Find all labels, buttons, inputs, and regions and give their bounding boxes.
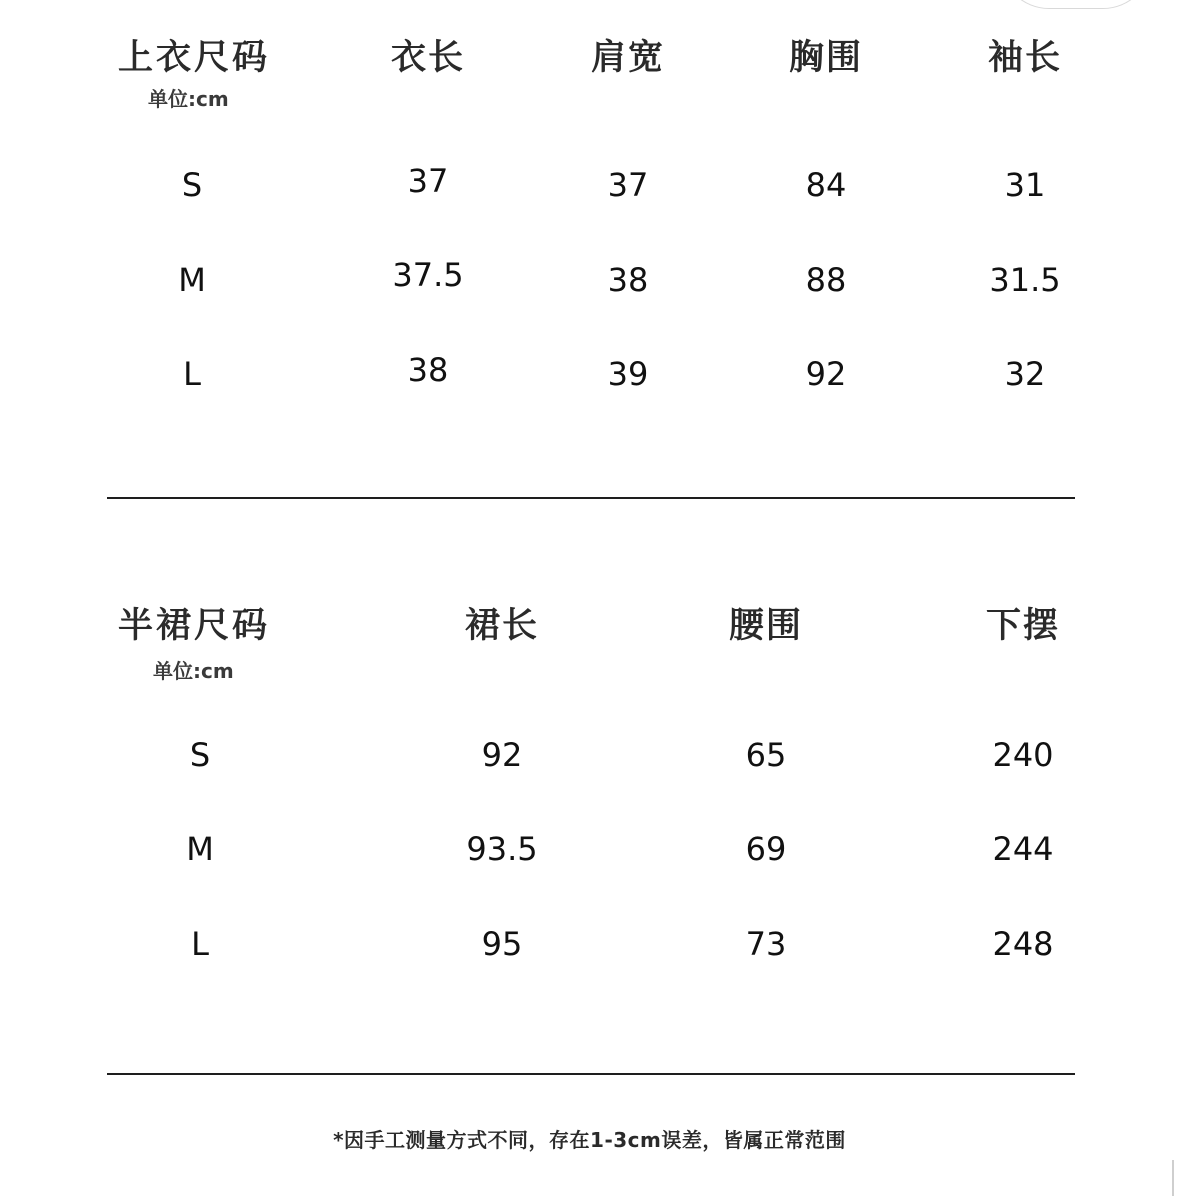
top-cell: 37 (607, 166, 649, 204)
top-cell: 31.5 (989, 261, 1061, 299)
skirt-cell: 69 (745, 830, 787, 868)
skirt-cell: 240 (992, 736, 1054, 774)
top-cell: 32 (1004, 355, 1046, 393)
top-col-header: 衣长 (390, 38, 466, 78)
skirt-table-unit: 单位:cm (153, 659, 234, 683)
skirt-col-header: 腰围 (728, 606, 804, 646)
top-row-size: M (178, 261, 206, 299)
skirt-cell: 248 (992, 925, 1054, 963)
top-row-size: L (183, 355, 201, 393)
skirt-cell: 65 (745, 736, 787, 774)
top-cell: 39 (607, 355, 649, 393)
top-table-unit: 单位:cm (148, 87, 229, 111)
top-col-header: 胸围 (788, 38, 864, 78)
top-cell: 38 (407, 351, 449, 389)
top-cell: 38 (607, 261, 649, 299)
measurement-footnote: *因手工测量方式不同，存在1-3cm误差，皆属正常范围 (333, 1128, 846, 1152)
top-cell: 31 (1004, 166, 1046, 204)
top-col-header: 肩宽 (590, 38, 666, 78)
skirt-cell: 93.5 (466, 830, 538, 868)
top-cell: 37 (407, 162, 449, 200)
edge-mark (1172, 1160, 1174, 1196)
top-cell: 88 (805, 261, 847, 299)
top-table-divider (107, 497, 1075, 499)
top-cell: 84 (805, 166, 847, 204)
skirt-cell: 73 (745, 925, 787, 963)
skirt-col-header: 裙长 (464, 606, 540, 646)
skirt-table-title: 半裙尺码 (118, 606, 271, 646)
skirt-row-size: L (191, 925, 209, 963)
top-col-header: 袖长 (987, 38, 1063, 78)
skirt-row-size: M (186, 830, 214, 868)
top-cell: 92 (805, 355, 847, 393)
top-row-size: S (181, 166, 203, 204)
skirt-col-header: 下摆 (985, 606, 1061, 646)
skirt-cell: 92 (481, 736, 523, 774)
skirt-table-divider (107, 1073, 1075, 1075)
top-cell: 37.5 (392, 256, 464, 294)
skirt-row-size: S (189, 736, 211, 774)
skirt-cell: 244 (992, 830, 1054, 868)
skirt-cell: 95 (481, 925, 523, 963)
top-table-title: 上衣尺码 (118, 38, 271, 78)
corner-decoration (1000, 0, 1152, 9)
